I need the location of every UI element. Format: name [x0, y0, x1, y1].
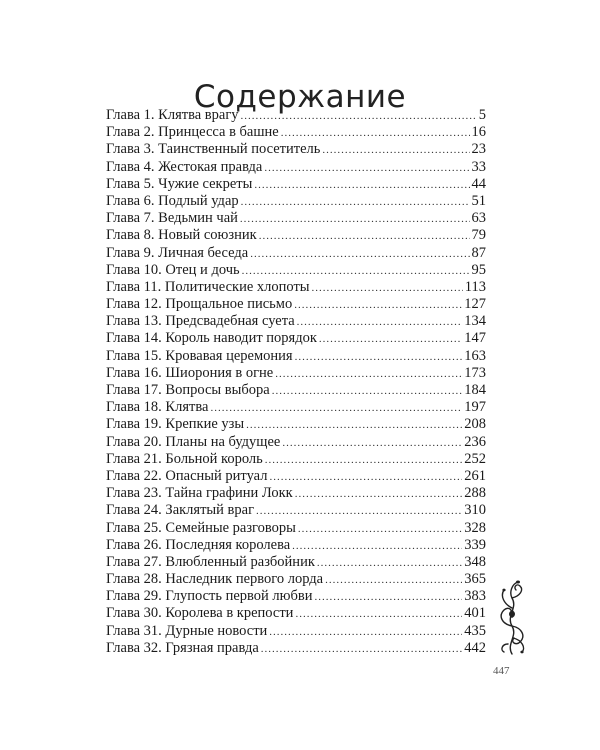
dot-leader: [264, 160, 469, 176]
dot-leader: [256, 503, 462, 519]
toc-entry: [106, 571, 486, 588]
toc-entry-label: Глава 22. Опасный ритуал: [106, 467, 268, 484]
dot-leader: [312, 280, 463, 296]
toc-entry-label: Глава 1. Клятва врагу: [106, 107, 239, 123]
toc-entry-page: 328: [464, 519, 486, 536]
toc-entry: [106, 451, 486, 468]
toc-entry: [106, 502, 486, 519]
dot-leader: [240, 211, 470, 227]
dot-leader: [295, 486, 463, 502]
dot-leader: [269, 469, 462, 485]
dot-leader: [314, 589, 462, 605]
toc-entry-page: 5: [478, 107, 486, 123]
toc-entry: [106, 623, 486, 640]
toc-entry: [106, 468, 486, 485]
toc-entry-page: 51: [471, 192, 486, 209]
toc-entry-page: 365: [464, 571, 486, 588]
toc-entry-label: Глава 4. Жестокая правда: [106, 158, 263, 175]
dot-leader: [322, 142, 469, 158]
toc-entry: [106, 107, 486, 124]
toc-entry: [106, 416, 486, 433]
toc-entry-label: Глава 18. Клятва: [106, 399, 209, 416]
toc-entry-label: Глава 2. Принцесса в башне: [106, 124, 279, 141]
toc-entry-page: 147: [464, 330, 486, 347]
toc-entry-page: 348: [464, 553, 486, 570]
toc-entry-page: 87: [471, 244, 486, 261]
toc-entry-page: 79: [471, 227, 486, 244]
toc-entry: [106, 227, 486, 244]
toc-entry: [106, 382, 486, 399]
toc-entry-page: 310: [464, 502, 486, 519]
toc-entry: [106, 124, 486, 141]
toc-entry-label: Глава 13. Предсвадебная суета: [106, 313, 295, 330]
toc-entry-page: 113: [464, 278, 486, 295]
dot-leader: [242, 263, 470, 279]
toc-entry: [106, 210, 486, 227]
dot-leader: [319, 331, 462, 347]
table-of-contents: [106, 107, 486, 657]
toc-entry: [106, 588, 486, 605]
toc-entry: [106, 605, 486, 622]
toc-entry: [106, 330, 486, 347]
dot-leader: [261, 641, 462, 657]
toc-entry: [106, 520, 486, 537]
toc-entry: [106, 313, 486, 330]
toc-entry-label: Глава 6. Подлый удар: [106, 192, 239, 209]
dot-leader: [269, 624, 462, 640]
toc-entry-page: 197: [464, 399, 486, 416]
toc-entry-page: 163: [464, 347, 486, 364]
toc-entry-label: Глава 19. Крепкие узы: [106, 416, 245, 433]
toc-entry-page: 184: [464, 382, 486, 398]
toc-entry-page: 208: [464, 416, 486, 433]
toc-entry-label: Глава 30. Королева в крепости: [106, 605, 294, 622]
toc-entry-page: 442: [464, 639, 486, 656]
toc-entry-label: Глава 29. Глупость первой любви: [106, 588, 313, 605]
toc-entry-label: Глава 12. Прощальное письмо: [106, 296, 293, 313]
toc-entry: [106, 434, 486, 451]
toc-entry: [106, 296, 486, 313]
dot-leader: [259, 228, 470, 244]
toc-entry-page: 339: [464, 536, 486, 553]
toc-entry-label: Глава 32. Грязная правда: [106, 639, 259, 656]
toc-entry-page: 23: [471, 141, 486, 158]
dot-leader: [294, 297, 462, 313]
toc-entry-label: Глава 24. Заклятый враг: [106, 502, 255, 519]
toc-entry-page: 261: [464, 467, 486, 484]
dot-leader: [254, 177, 469, 193]
toc-entry-label: Глава 25. Семейные разговоры: [106, 519, 296, 536]
toc-entry-page: 173: [464, 364, 486, 381]
dot-leader: [246, 417, 462, 433]
dot-leader: [282, 435, 462, 451]
dot-leader: [250, 246, 469, 262]
dot-leader: [298, 521, 462, 537]
toc-entry-label: Глава 11. Политические хлопоты: [106, 278, 310, 295]
toc-entry-label: Глава 5. Чужие секреты: [106, 175, 253, 192]
toc-entry-label: Глава 9. Личная беседа: [106, 244, 249, 261]
dot-leader: [272, 383, 463, 399]
dot-leader: [210, 400, 462, 416]
toc-entry-page: 63: [471, 210, 486, 227]
toc-entry-label: Глава 27. Влюбленный разбойник: [106, 553, 315, 570]
toc-entry: [106, 365, 486, 382]
toc-entry-page: 16: [471, 124, 486, 141]
toc-entry-page: 33: [471, 158, 486, 175]
dot-leader: [275, 366, 462, 382]
toc-entry-label: Глава 26. Последняя королева: [106, 536, 291, 553]
dot-leader: [292, 538, 462, 554]
toc-entry-page: 127: [464, 296, 486, 313]
toc-entry: [106, 159, 486, 176]
dot-leader: [297, 314, 463, 330]
toc-entry-page: 44: [471, 175, 486, 192]
page-number: 447: [493, 665, 510, 677]
toc-entry: [106, 537, 486, 554]
toc-entry-label: Глава 17. Вопросы выбора: [106, 382, 270, 398]
toc-entry-label: Глава 20. Планы на будущее: [106, 433, 281, 450]
toc-entry-page: 252: [464, 450, 486, 467]
toc-entry-page: 288: [464, 485, 486, 502]
floral-ornament-icon: [492, 578, 532, 656]
toc-entry-label: Глава 16. Шиорония в огне: [106, 364, 274, 381]
dot-leader: [295, 606, 462, 622]
toc-entry: [106, 554, 486, 571]
toc-entry-page: 95: [471, 261, 486, 278]
toc-entry: [106, 399, 486, 416]
toc-entry-label: Глава 10. Отец и дочь: [106, 261, 240, 278]
toc-entry: [106, 141, 486, 158]
toc-entry: [106, 176, 486, 193]
page-title: Содержание: [193, 78, 407, 115]
toc-entry-label: Глава 3. Таинственный посетитель: [106, 141, 321, 158]
dot-leader: [317, 555, 462, 571]
toc-entry-label: Глава 28. Наследник первого лорда: [106, 571, 324, 588]
dot-leader: [241, 194, 470, 210]
toc-entry-page: 236: [464, 433, 486, 450]
toc-entry-label: Глава 23. Тайна графини Локк: [106, 485, 293, 502]
toc-entry-label: Глава 15. Кровавая церемония: [106, 347, 293, 364]
toc-entry: [106, 193, 486, 210]
toc-entry-page: 383: [464, 588, 486, 605]
dot-leader: [265, 452, 462, 468]
toc-entry-page: 401: [464, 605, 486, 622]
toc-entry-label: Глава 14. Король наводит порядок: [106, 330, 317, 347]
toc-entry: [106, 245, 486, 262]
toc-entry-label: Глава 31. Дурные новости: [106, 622, 268, 639]
toc-entry: [106, 640, 486, 657]
dot-leader: [241, 108, 477, 124]
toc-entry: [106, 262, 486, 279]
toc-entry: [106, 279, 486, 296]
toc-entry-page: 435: [464, 622, 486, 639]
toc-entry-label: Глава 8. Новый союзник: [106, 227, 257, 244]
toc-entry-label: Глава 21. Больной король: [106, 450, 263, 467]
dot-leader: [295, 349, 463, 365]
dot-leader: [325, 572, 462, 588]
toc-entry: [106, 348, 486, 365]
toc-entry-label: Глава 7. Ведьмин чай: [106, 210, 238, 227]
toc-entry-page: 134: [464, 313, 486, 330]
toc-entry: [106, 485, 486, 502]
dot-leader: [281, 125, 470, 141]
